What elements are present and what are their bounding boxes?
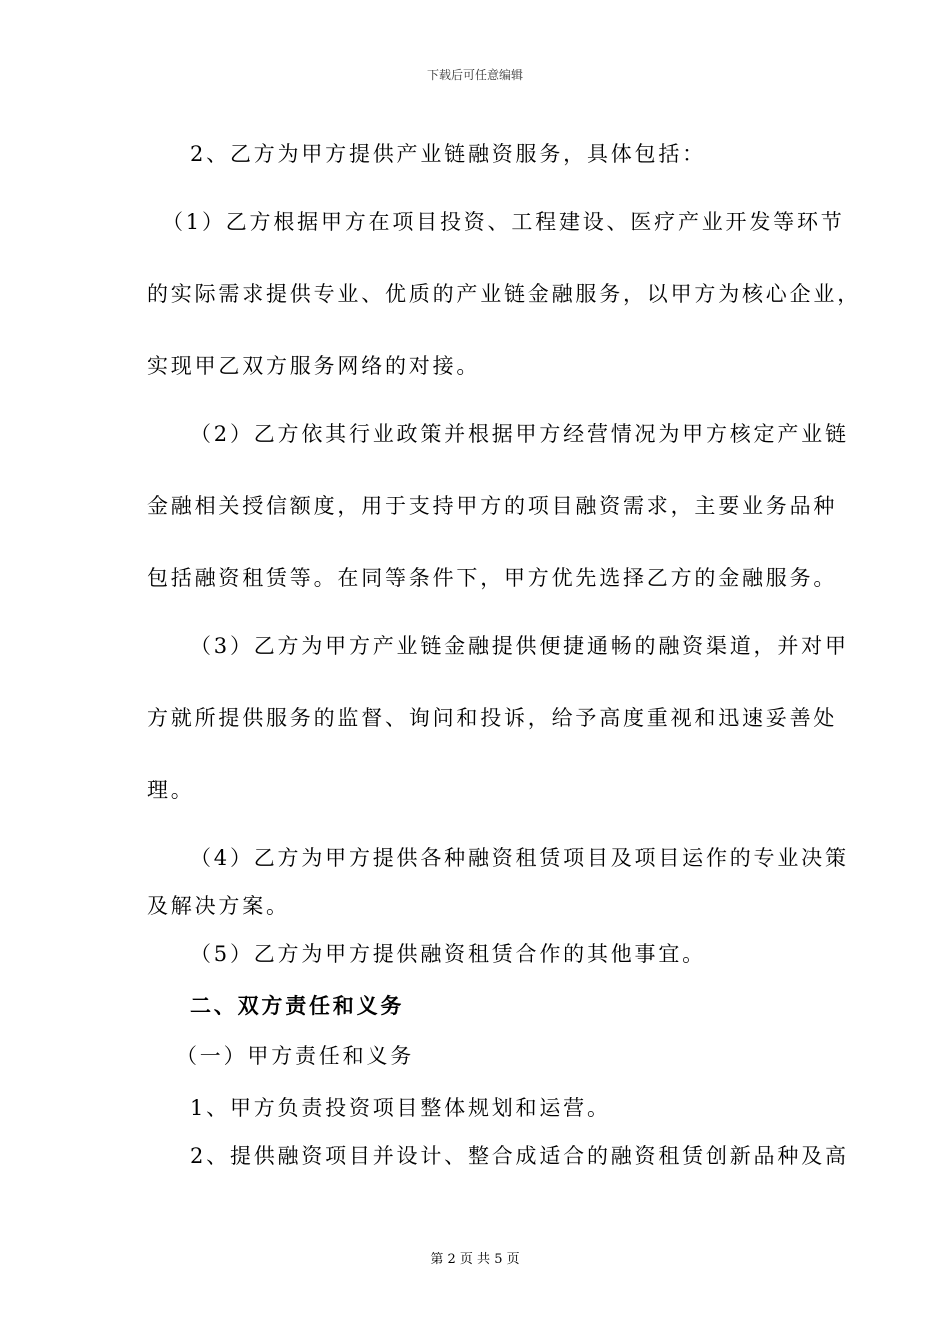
paragraph-line: 金融相关授信额度，用于支持甲方的项目融资需求，主要业务品种 <box>147 494 838 518</box>
paragraph-line: 1、甲方负责投资项目整体规划和运营。 <box>190 1096 611 1120</box>
paragraph-line: 方就所提供服务的监督、询问和投诉，给予高度重视和迅速妥善处 <box>147 706 838 730</box>
page-footer: 第 2 页 共 5 页 <box>430 1252 520 1267</box>
page-header: 下载后可任意编辑 <box>426 68 523 82</box>
paragraph-line: 包括融资租赁等。在同等条件下，甲方优先选择乙方的金融服务。 <box>147 566 838 590</box>
paragraph-line: （5）乙方为甲方提供融资租赁合作的其他事宜。 <box>190 942 706 966</box>
paragraph-line: 实现甲乙双方服务网络的对接。 <box>147 354 481 378</box>
paragraph-line: （1）乙方根据甲方在项目投资、工程建设、医疗产业开发等环节 <box>162 210 845 234</box>
paragraph-line: 2、提供融资项目并设计、整合成适合的融资租赁创新品种及高 <box>190 1144 849 1168</box>
paragraph-line: （4）乙方为甲方提供各种融资租赁项目及项目运作的专业决策 <box>190 846 849 870</box>
paragraph-line: （2）乙方依其行业政策并根据甲方经营情况为甲方核定产业链 <box>190 422 849 446</box>
paragraph-line: 及解决方案。 <box>147 894 290 918</box>
paragraph-line: （3）乙方为甲方产业链金融提供便捷通畅的融资渠道，并对甲 <box>190 634 849 658</box>
subsection-heading: （一）甲方责任和义务 <box>176 1044 414 1068</box>
paragraph-line: 理。 <box>147 778 195 802</box>
paragraph-line: 2、乙方为甲方提供产业链融资服务，具体包括： <box>190 142 706 166</box>
paragraph-line: 的实际需求提供专业、优质的产业链金融服务，以甲方为核心企业， <box>147 282 861 306</box>
section-heading: 二、双方责任和义务 <box>190 993 405 1018</box>
